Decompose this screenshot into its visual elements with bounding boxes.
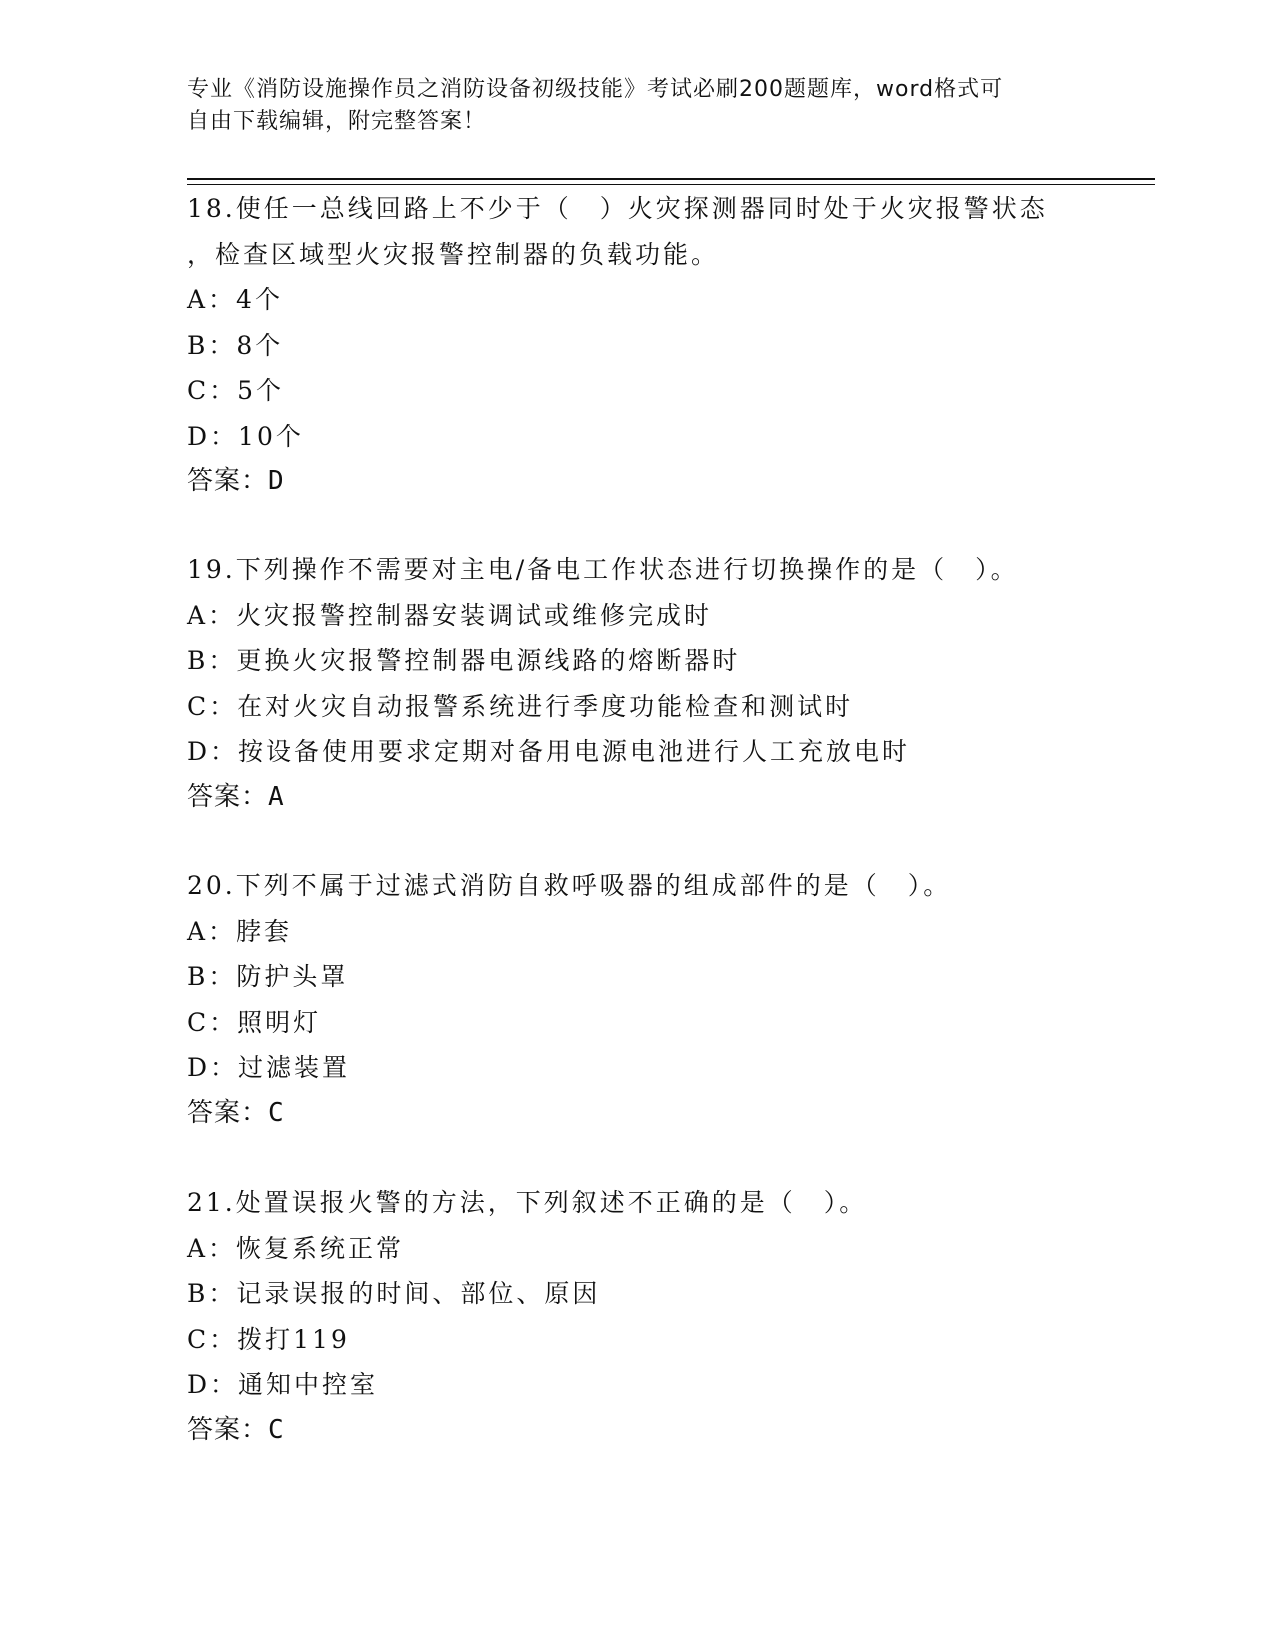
question-19	[187, 547, 1087, 820]
document-header	[187, 74, 1087, 138]
option-a: A：4个	[187, 285, 283, 314]
answer-value: D	[268, 466, 285, 496]
option-c: C：照明灯	[187, 1007, 322, 1037]
question-stem: 18.使任一总线回路上不少于（ ）火灾探测器同时处于火灾报警状态	[187, 194, 1048, 223]
answer-line	[187, 459, 1087, 505]
answer-value: A	[268, 781, 285, 812]
answer-value: C	[268, 1097, 285, 1128]
option-b: B：8个	[187, 330, 284, 360]
option-c: C：拨打119	[187, 1324, 350, 1354]
answer-line	[187, 1408, 1087, 1454]
option-d: D：10个	[187, 421, 304, 451]
answer-label: 答案：	[187, 466, 269, 496]
option-a: A：火灾报警控制器安装调试或维修完成时	[187, 600, 713, 630]
answer-label: 答案：	[187, 781, 269, 812]
option-c: C：在对火灾自动报警系统进行季度功能检查和测试时	[187, 691, 854, 721]
option-b: B：防护头罩	[187, 962, 349, 991]
option-d: D：通知中控室	[187, 1370, 379, 1399]
header-line-2: 自由下载编辑，附完整答案！	[187, 109, 487, 134]
option-a: A：脖套	[187, 916, 293, 946]
question-stem-continued: ，检查区域型火灾报警控制器的负载功能。	[187, 239, 720, 269]
question-18	[187, 186, 1087, 505]
question-stem: 20.下列不属于过滤式消防自救呼吸器的组成部件的是（ ）。	[187, 871, 952, 900]
question-20	[187, 863, 1087, 1136]
answer-line	[187, 1091, 1087, 1137]
header-rule-thick	[187, 178, 1155, 180]
option-b: B：更换火灾报警控制器电源线路的熔断器时	[187, 646, 741, 675]
header-line-1: 专业《消防设施操作员之消防设备初级技能》考试必刷200题题库，word格式可	[187, 77, 1004, 102]
option-a: A：恢复系统正常	[187, 1233, 405, 1263]
question-21	[187, 1180, 1087, 1453]
question-stem: 21.处置误报火警的方法，下列叙述不正确的是（ ）。	[187, 1188, 868, 1217]
answer-label: 答案：	[187, 1414, 269, 1445]
option-b: B：记录误报的时间、部位、原因	[187, 1279, 601, 1308]
header-rule-thin	[187, 184, 1155, 185]
option-c: C：5个	[187, 376, 285, 405]
option-d: D：按设备使用要求定期对备用电源电池进行人工充放电时	[187, 737, 911, 766]
answer-value: C	[268, 1414, 285, 1445]
answer-line	[187, 775, 1087, 821]
option-d: D：过滤装置	[187, 1053, 351, 1082]
answer-label: 答案：	[187, 1097, 269, 1128]
question-stem: 19.下列操作不需要对主电/备电工作状态进行切换操作的是（ ）。	[187, 555, 1019, 584]
